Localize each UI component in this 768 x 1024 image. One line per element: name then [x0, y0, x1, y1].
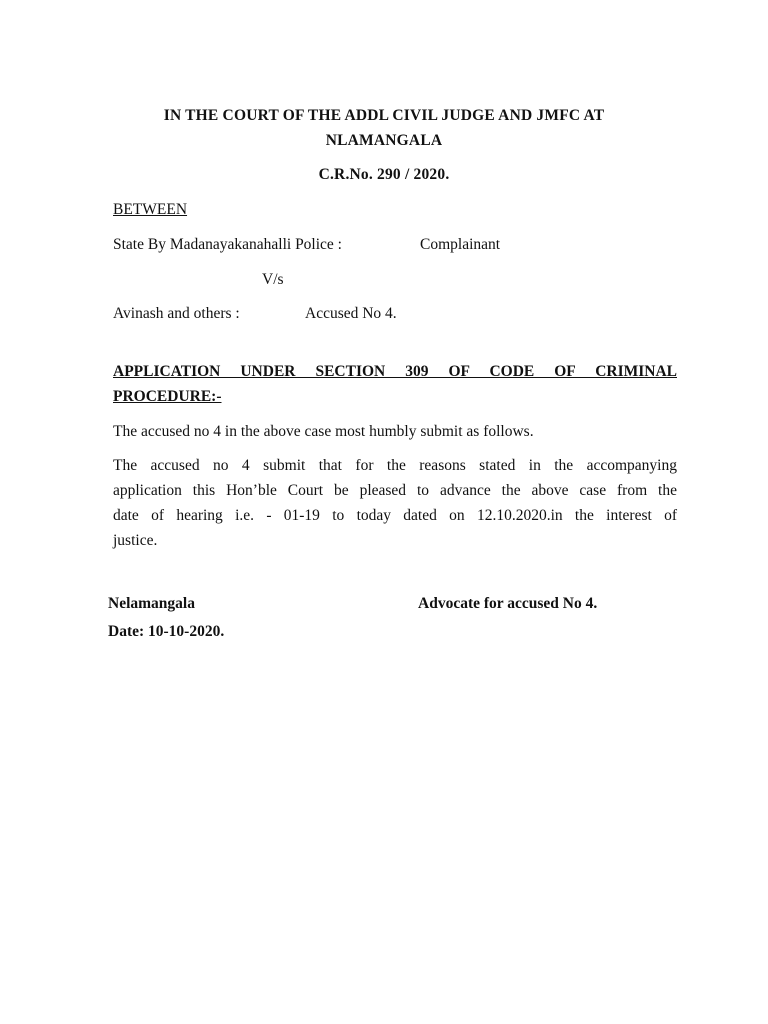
- advocate-signature: Advocate for accused No 4.: [418, 595, 598, 612]
- court-title-line1: IN THE COURT OF THE ADDL CIVIL JUDGE AND JMFC AT: [163, 107, 605, 124]
- accused-name: Avinash and others :: [113, 305, 240, 322]
- paragraph-body-line1: The accused no 4 submit that for the reasons stated in the accompanying: [113, 457, 677, 474]
- complainant-name: State By Madanayakanahalli Police :: [113, 236, 342, 253]
- case-number: C.R.No. 290 / 2020.: [318, 166, 450, 183]
- paragraph-body-line2: application this Hon’ble Court be pleased to advance the above case from the: [113, 482, 677, 499]
- paragraph-body-line3: date of hearing i.e. - 01-19 to today dated on 12.10.2020.in the interest of: [113, 507, 677, 524]
- paragraph-intro: The accused no 4 in the above case most humbly submit as follows.: [113, 423, 534, 440]
- between-label: BETWEEN: [113, 201, 188, 218]
- application-title-line2: PROCEDURE:-: [113, 388, 222, 405]
- place-label: Nelamangala: [108, 595, 195, 612]
- versus-label: V/s: [262, 271, 284, 288]
- complainant-role: Complainant: [420, 236, 501, 253]
- accused-role: Accused No 4.: [305, 305, 397, 322]
- application-title-line1: APPLICATION UNDER SECTION 309 OF CODE OF CRIMINAL: [113, 363, 677, 380]
- court-title-line2: NLAMANGALA: [325, 132, 443, 149]
- paragraph-body-line4: justice.: [113, 532, 158, 549]
- date-label: Date: 10-10-2020.: [108, 623, 225, 640]
